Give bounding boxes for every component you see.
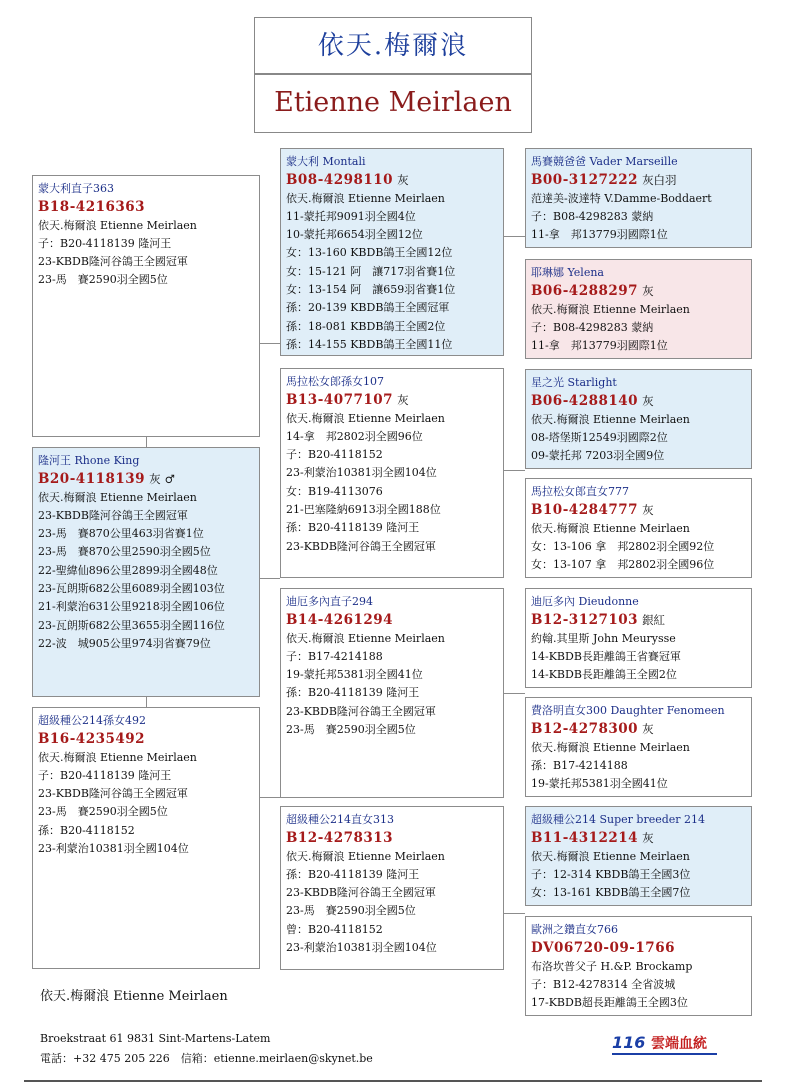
record-line: 孫：14-155 KBDB鴿王全國11位	[286, 337, 453, 351]
connector-line	[260, 343, 280, 344]
pigeon-name: 迪厄多內直子294	[286, 595, 373, 608]
pigeon-name: 蒙大利直子363	[38, 182, 114, 195]
record-line: 依天.梅爾浪 Etienne Meirlaen	[38, 490, 197, 504]
connector-line	[504, 236, 525, 237]
record-line: 23-馬 賽2590羽全國5位	[38, 273, 168, 287]
granddam-maternal-card	[280, 806, 504, 970]
sex-icon: ♂	[164, 472, 175, 487]
record-line: 23-KBDB隆河谷鴿王全國冠軍	[38, 255, 188, 269]
record-line: 14-KBDB長距離鴿王全國2位	[531, 668, 677, 682]
record-line: 10-蒙托邦6654羽全國12位	[286, 228, 423, 242]
pigeon-name: 隆河王 Rhone King	[38, 454, 140, 467]
record-line: 23-KBDB隆河谷鴿王全國冠軍	[38, 787, 188, 801]
ring-number: B20-4118139	[38, 471, 146, 488]
record-line: 依天.梅爾浪 Etienne Meirlaen	[286, 631, 445, 645]
record-line: 女：13-161 KBDB鴿王全國7位	[531, 886, 691, 900]
record-line: 23-利蒙治10381羽全國104位	[38, 842, 189, 856]
record-line: 11-蒙托邦9091羽全國4位	[286, 209, 416, 223]
record-line: 08-塔堡斯12549羽國際2位	[531, 430, 668, 444]
feather-color: 灰	[642, 394, 654, 409]
ring-number: B06-4288297	[531, 283, 639, 300]
feather-color: 灰	[642, 503, 654, 518]
record-line: 子：B20-4118139 隆河王	[38, 768, 172, 782]
pigeon-name: 歐洲之鑽直女766	[531, 923, 618, 936]
record-line: 約翰.其里斯 John Meurysse	[531, 631, 676, 645]
connector-line	[504, 470, 525, 471]
pigeon-name: 耶琳娜 Yelena	[531, 266, 604, 279]
ring-number: B12-4278313	[286, 830, 394, 847]
feather-color: 灰白羽	[642, 173, 677, 188]
feather-color: 銀紅	[642, 613, 666, 628]
record-line: 子：B20-4118139 隆河王	[38, 236, 172, 250]
pigeon-name: 馬拉松女郎直女777	[531, 485, 629, 498]
brand-logo	[612, 1033, 707, 1053]
great-grandparent-card	[525, 916, 752, 1016]
feather-color: 灰	[642, 722, 654, 737]
record-line: 子：B08-4298283 蒙納	[531, 209, 654, 223]
ring-number: B06-4288140	[531, 393, 639, 410]
logo-text: 雲端血統	[650, 1036, 707, 1052]
connector-line	[260, 797, 280, 798]
record-line: 女：13-106 拿 邦2802羽全國92位	[531, 539, 715, 553]
connector-line	[260, 578, 280, 579]
owner-name: 依天.梅爾浪 Etienne Meirlaen	[40, 989, 228, 1004]
record-line: 23-KBDB隆河谷鴿王全國冠軍	[286, 886, 436, 900]
connector-line	[146, 437, 147, 447]
record-line: 孫：18-081 KBDB鴿王全國2位	[286, 319, 446, 333]
record-line: 23-瓦朗斯682公里6089羽全國103位	[38, 582, 225, 596]
record-line: 孫：B20-4118139 隆河王	[286, 686, 420, 700]
page-title-chinese: 依天.梅爾浪	[254, 17, 532, 75]
record-line: 子：B08-4298283 蒙納	[531, 320, 654, 334]
record-line: 依天.梅爾浪 Etienne Meirlaen	[286, 411, 445, 425]
record-line: 依天.梅爾浪 Etienne Meirlaen	[531, 412, 690, 426]
record-line: 23-KBDB隆河谷鴿王全國冠軍	[286, 704, 436, 718]
record-line: 曾：B20-4118152	[286, 922, 383, 936]
record-line: 23-馬 賽870公里463羽省賽1位	[38, 527, 204, 541]
record-line: 孫：B20-4118152	[38, 823, 135, 837]
sire-card	[32, 175, 260, 437]
pigeon-name: 迪厄多內 Dieudonne	[531, 595, 639, 608]
record-line: 依天.梅爾浪 Etienne Meirlaen	[531, 302, 690, 316]
pigeon-name: 星之光 Starlight	[531, 376, 617, 389]
great-grandparent-card	[525, 369, 752, 469]
ring-number: B14-4261294	[286, 612, 394, 629]
record-line: 17-KBDB超長距離鴿王全國3位	[531, 996, 688, 1010]
pigeon-name: 超級種公214孫女492	[38, 714, 146, 727]
pigeon-name: 蒙大利 Montali	[286, 155, 366, 168]
record-line: 布洛坎普父子 H.&P. Brockamp	[531, 959, 693, 973]
record-line: 女：13-160 KBDB鴿王全國12位	[286, 246, 453, 260]
record-line: 23-馬 賽870公里2590羽全國5位	[38, 545, 211, 559]
connector-line	[504, 693, 525, 694]
feather-color: 灰	[149, 472, 161, 487]
record-line: 21-利蒙治631公里9218羽全國106位	[38, 600, 225, 614]
record-line: 19-蒙托邦5381羽全國41位	[286, 668, 423, 682]
ring-number: B12-4278300	[531, 721, 639, 738]
grandsire-maternal-card	[280, 588, 504, 798]
pigeon-name: 馬賽競爸爸 Vader Marseille	[531, 155, 678, 168]
ring-number: B12-3127103	[531, 612, 639, 629]
record-line: 23-馬 賽2590羽全國5位	[286, 723, 416, 737]
record-line: 21-巴塞隆納6913羽全國188位	[286, 503, 441, 517]
record-line: 14-KBDB長距離鴿王省賽冠軍	[531, 649, 681, 663]
grandsire-paternal-card	[280, 148, 504, 356]
record-line: 09-蒙托邦 7203羽全國9位	[531, 449, 665, 463]
ring-number: B13-4077107	[286, 392, 394, 409]
great-grandparent-card	[525, 259, 752, 359]
record-line: 23-馬 賽2590羽全國5位	[38, 805, 168, 819]
record-line: 23-KBDB隆河谷鴿王全國冠軍	[286, 539, 436, 553]
record-line: 孫：B20-4118139 隆河王	[286, 867, 420, 881]
record-line: 依天.梅爾浪 Etienne Meirlaen	[286, 191, 445, 205]
pigeon-name: 超級種公214 Super breeder 214	[531, 813, 706, 826]
ring-number: B00-3127222	[531, 172, 639, 189]
subject-card	[32, 447, 260, 697]
dam-card	[32, 707, 260, 969]
record-line: 孫：B20-4118139 隆河王	[286, 521, 420, 535]
record-line: 女：B19-4113076	[286, 484, 383, 498]
record-line: 子：B12-4278314 全省波城	[531, 977, 676, 991]
record-line: 23-馬 賽2590羽全國5位	[286, 904, 416, 918]
record-line: 依天.梅爾浪 Etienne Meirlaen	[531, 849, 690, 863]
great-grandparent-card	[525, 806, 752, 906]
record-line: 14-拿 邦2802羽全國96位	[286, 429, 423, 443]
record-line: 子：12-314 KBDB鴿王全國3位	[531, 867, 691, 881]
ring-number: B08-4298110	[286, 172, 394, 189]
record-line: 23-KBDB隆河谷鴿王全國冠軍	[38, 508, 188, 522]
bottom-divider	[24, 1080, 762, 1082]
pigeon-name: 馬拉松女郎孫女107	[286, 375, 384, 388]
record-line: 女：15-121 阿 讓717羽省賽1位	[286, 264, 456, 278]
record-line: 23-利蒙治10381羽全國104位	[286, 466, 437, 480]
logo-number: 116	[612, 1033, 646, 1052]
great-grandparent-card	[525, 588, 752, 688]
record-line: 23-瓦朗斯682公里3655羽全國116位	[38, 618, 225, 632]
ring-number: B18-4216363	[38, 199, 146, 216]
ring-number: B11-4312214	[531, 830, 639, 847]
record-line: 子：B17-4214188	[286, 649, 383, 663]
page-title-english: Etienne Meirlaen	[254, 73, 532, 133]
record-line: 22-波 城905公里974羽省賽79位	[38, 636, 211, 650]
connector-line	[146, 697, 147, 707]
record-line: 范達美-波達特 V.Damme-Boddaert	[531, 191, 712, 205]
pigeon-name: 超級種公214直女313	[286, 813, 394, 826]
great-grandparent-card	[525, 478, 752, 578]
record-line: 19-蒙托邦5381羽全國41位	[531, 777, 668, 791]
record-line: 11-拿 邦13779羽國際1位	[531, 228, 668, 242]
great-grandparent-card	[525, 148, 752, 248]
record-line: 依天.梅爾浪 Etienne Meirlaen	[38, 750, 197, 764]
pigeon-name: 費洛明直女300 Daughter Fenomeen	[531, 704, 725, 717]
granddam-paternal-card	[280, 368, 504, 578]
record-line: 孫：20-139 KBDB鴿王全國冠軍	[286, 301, 450, 315]
owner-contact: 電話：+32 475 205 226 信箱：etienne.meirlaen@skynet.be	[40, 1052, 373, 1065]
record-line: 女：13-107 拿 邦2802羽全國96位	[531, 558, 715, 572]
great-grandparent-card	[525, 697, 752, 797]
ring-number: DV06720-09-1766	[531, 940, 675, 957]
owner-address: Broekstraat 61 9831 Sint-Martens-Latem	[40, 1032, 271, 1045]
feather-color: 灰	[397, 393, 409, 408]
record-line: 子：B20-4118152	[286, 448, 383, 462]
feather-color: 灰	[397, 173, 409, 188]
connector-line	[504, 913, 525, 914]
record-line: 23-利蒙治10381羽全國104位	[286, 941, 437, 955]
record-line: 女：13-154 阿 讓659羽省賽1位	[286, 283, 456, 297]
record-line: 孫：B17-4214188	[531, 758, 628, 772]
feather-color: 灰	[642, 831, 654, 846]
feather-color: 灰	[642, 284, 654, 299]
record-line: 22-聖緯仙896公里2899羽全國48位	[38, 563, 218, 577]
ring-number: B10-4284777	[531, 502, 639, 519]
record-line: 依天.梅爾浪 Etienne Meirlaen	[531, 740, 690, 754]
record-line: 11-拿 邦13779羽國際1位	[531, 339, 668, 353]
logo-underline	[612, 1053, 717, 1055]
record-line: 依天.梅爾浪 Etienne Meirlaen	[38, 218, 197, 232]
ring-number: B16-4235492	[38, 731, 146, 748]
record-line: 依天.梅爾浪 Etienne Meirlaen	[531, 521, 690, 535]
record-line: 依天.梅爾浪 Etienne Meirlaen	[286, 849, 445, 863]
